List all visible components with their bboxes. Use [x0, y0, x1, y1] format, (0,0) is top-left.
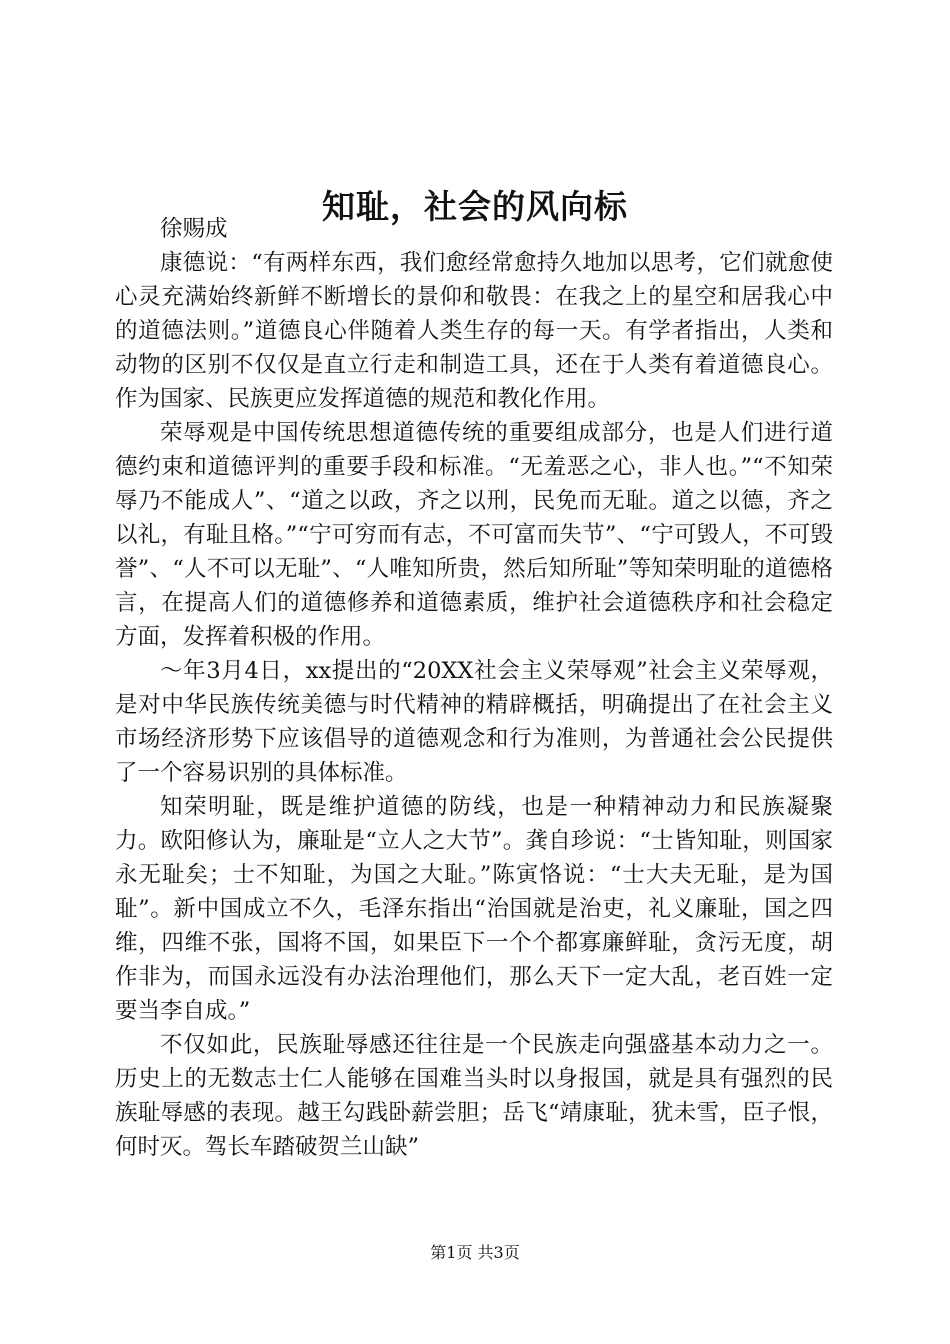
- paragraph: ～年3月4日，xx提出的“20XX社会主义荣辱观”社会主义荣辱观，是对中华民族传统美德与时代精神的精辟概括，明确提出了在社会主义市场经济形势下应该倡导的道德观念和行为准则，为普通社会公民提供了一个容易识别的具体标准。: [115, 658, 833, 786]
- page-footer: 第1页 共3页: [430, 1243, 520, 1262]
- paragraph: 知荣明耻，既是维护道德的防线，也是一种精神动力和民族凝聚力。欧阳修认为，廉耻是“立人之大节”。龚自珍说：“士皆知耻，则国家永无耻矣；士不知耻，为国之大耻。”陈寅恪说：“士大夫无耻，是为国耻”。新中国成立不久，毛泽东指出“治国就是治吏，礼义廉耻，国之四维，四维不张，国将不国，如果臣下一个个都寡廉鲜耻，贪污无度，胡作非为，而国永远没有办法治理他们，那么天下一定大乱，老百姓一定要当李自成。”: [115, 794, 833, 1024]
- document-title: 知耻，社会的风向标: [322, 187, 628, 226]
- paragraph: 康德说：“有两样东西，我们愈经常愈持久地加以思考，它们就愈使心灵充满始终新鲜不断增长的景仰和敬畏：在我之上的星空和居我心中的道德法则。”道德良心伴随着人类生存的每一天。有学者指出，人类和动物的区别不仅仅是直立行走和制造工具，还在于人类有着道德良心。作为国家、民族更应发挥道德的规范和教化作用。: [115, 250, 833, 412]
- paragraph: 荣辱观是中国传统思想道德传统的重要组成部分，也是人们进行道德约束和道德评判的重要手段和标准。“无羞恶之心，非人也。”“不知荣辱乃不能成人”、“道之以政，齐之以刑，民免而无耻。道之以德，齐之以礼，有耻且格。”“宁可穷而有志，不可富而失节”、“宁可毁人，不可毁誉”、“人不可以无耻”、“人唯知所贵，然后知所耻”等知荣明耻的道德格言，在提高人们的道德修养和道德素质，维护社会道德秩序和社会稳定方面，发挥着积极的作用。: [115, 420, 833, 650]
- paragraph: 不仅如此，民族耻辱感还往往是一个民族走向强盛基本动力之一。历史上的无数志士仁人能够在国难当头时以身报国，就是具有强烈的民族耻辱感的表现。越王勾践卧薪尝胆；岳飞“靖康耻，犹未雪，臣子恨，何时灭。驾长车踏破贺兰山缺”: [115, 1032, 833, 1160]
- document-body: [115, 212, 833, 1164]
- author-line: 徐赐成: [160, 216, 228, 242]
